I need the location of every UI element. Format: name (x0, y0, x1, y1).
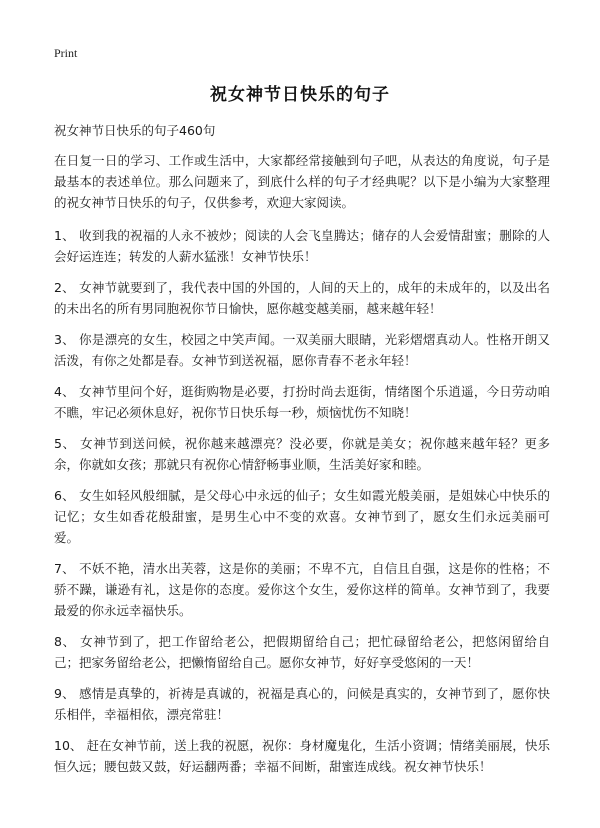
list-item-7: 7、 不妖不艳，清水出芙蓉，这是你的美丽；不卑不亢，自信且自强，这是你的性格；不骄不躁，谦逊有礼，这是你的态度。爱你这个女生，爱你这样的简单。女神节到了，我要最爱的你永远幸福快乐。 (54, 561, 550, 618)
list-item-6: 6、 女生如轻风般细腻，是父母心中永远的仙子；女生如霞光般美丽，是姐妹心中快乐的记忆；女生如香花般甜蜜，是男生心中不变的欢喜。女神节到了，愿女生们永远美丽可爱。 (54, 488, 550, 545)
list-item-4: 4、 女神节里问个好，逛街购物是必要，打扮时尚去逛街，情绪图个乐逍遥，今日劳动咱不瞧，牢记必须休息好，祝你节日快乐每一秒，烦恼忧伤不知晓！ (54, 384, 550, 420)
page-title: 祝女神节日快乐的句子 (210, 85, 390, 105)
list-item-9: 9、 感情是真挚的，祈祷是真诚的，祝福是真心的，问候是真实的，女神节到了，愿你快乐相伴，幸福相依，漂亮常驻！ (54, 686, 550, 722)
intro-paragraph: 在日复一日的学习、工作或生活中，大家都经常接触到句子吧，从表达的角度说，句子是最基本的表述单位。那么问题来了，到底什么样的句子才经典呢？以下是小编为大家整理的祝女神节日快乐的句子，仅供参考，欢迎大家阅读。 (54, 153, 550, 210)
list-item-8: 8、 女神节到了，把工作留给老公，把假期留给自己；把忙碌留给老公，把悠闲留给自己；把家务留给老公，把懒惰留给自己。愿你女神节，好好享受悠闲的一天！ (54, 634, 550, 670)
list-item-3: 3、 你是漂亮的女生，校园之中笑声闻。一双美丽大眼睛，光彩熠熠真动人。性格开朗又活泼，有你之处都是春。女神节到送祝福，愿你青春不老永年轻！ (54, 332, 550, 368)
list-item-1: 1、 收到我的祝福的人永不被炒；阅读的人会飞皇腾达；储存的人会爱情甜蜜；删除的人会好运连连；转发的人薪水猛涨！女神节快乐！ (54, 228, 550, 264)
list-item-2: 2、 女神节就要到了，我代表中国的外国的，人间的天上的，成年的未成年的，以及出名的未出名的所有男同胞祝你节日愉快，愿你越变越美丽，越来越年轻！ (54, 280, 550, 316)
list-item-5: 5、 女神节到送问候，祝你越来越漂亮？没必要，你就是美女；祝你越来越年轻？更多余，你就如女孩；那就只有祝你心情舒畅事业顺，生活美好家和睦。 (54, 436, 550, 472)
document-subtitle: 祝女神节日快乐的句子460句 (54, 123, 216, 138)
list-item-10: 10、 赶在女神节前，送上我的祝愿，祝你：身材魔鬼化，生活小资调；情绪美丽展，快乐恒久远；腰包鼓又鼓，好运翻两番；幸福不间断，甜蜜连成线。祝女神节快乐！ (54, 738, 550, 774)
print-link[interactable]: Print (54, 46, 78, 60)
document-body (54, 120, 550, 787)
